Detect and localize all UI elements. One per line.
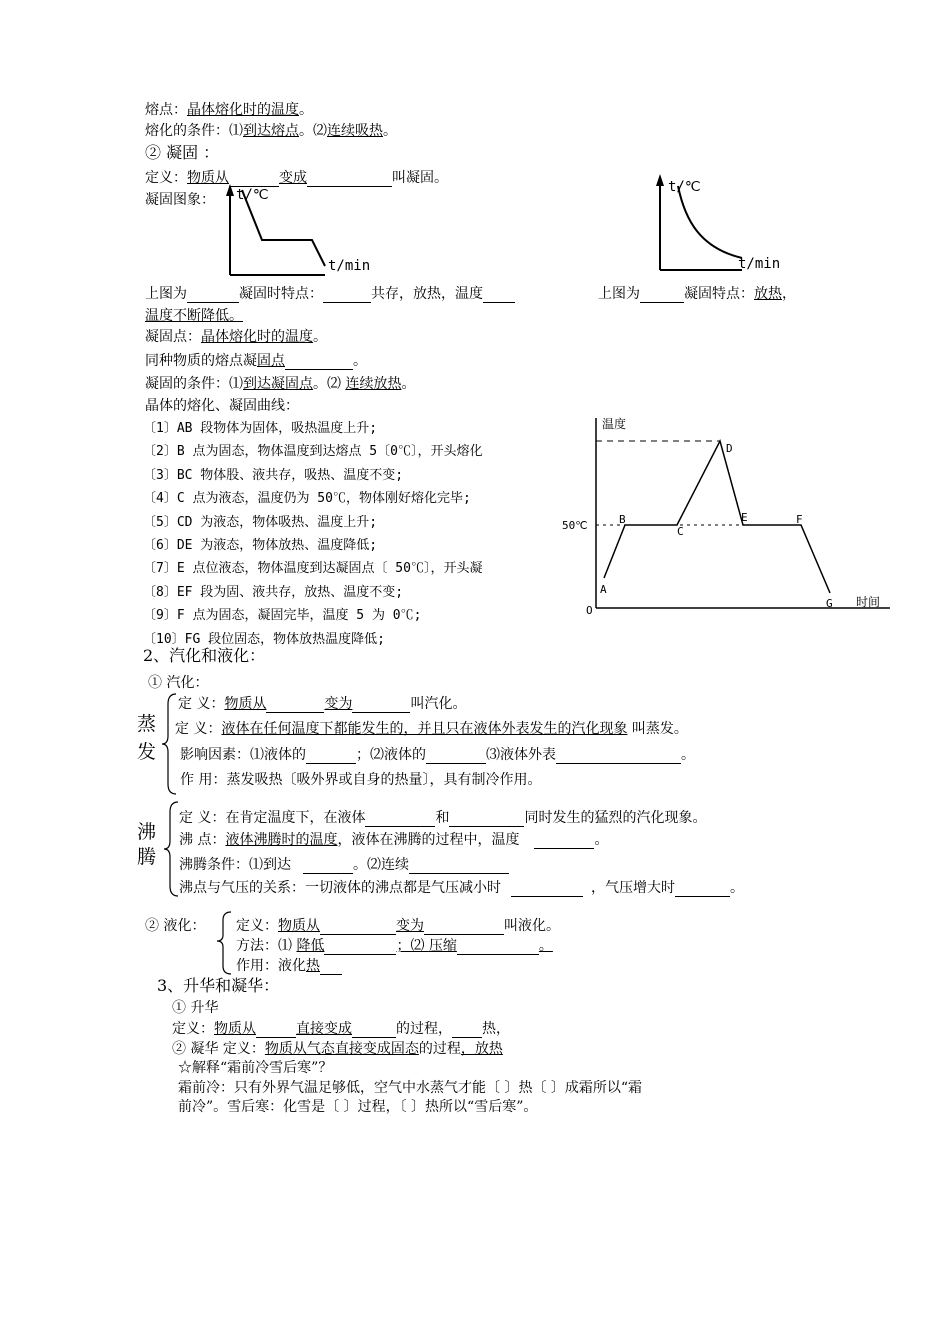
amorphous-solidify-graph <box>650 170 790 275</box>
text: 物质从 <box>278 918 320 934</box>
text: 定义： <box>236 918 278 934</box>
boil-side-label-2: 腾 <box>137 846 157 868</box>
melting-point-label: 熔点： <box>145 102 187 118</box>
blank[interactable] <box>285 355 353 370</box>
text: 凝固点： <box>145 329 201 345</box>
list-item: 〔1〕AB 段物体为固体，吸热温度上升; <box>143 421 378 436</box>
vapor-def-line <box>178 695 466 713</box>
blank[interactable] <box>409 859 509 874</box>
boil-side-label-1: 沸 <box>137 821 157 843</box>
text: 液体在任何温度下都能发生的，并且只在液体外表发生的汽化现象 <box>221 721 628 737</box>
boil-cond-line <box>179 856 509 874</box>
blank[interactable] <box>675 882 730 897</box>
blank[interactable] <box>306 749 356 764</box>
text: ；⑵ <box>396 938 429 954</box>
sublime-def-line <box>172 1020 510 1038</box>
boil-pressure-line <box>179 879 744 897</box>
def-b: 变成 <box>279 170 307 186</box>
text: 。⑵ <box>313 376 346 392</box>
blank[interactable] <box>256 1023 296 1038</box>
blank[interactable] <box>266 698 324 713</box>
point-label-f: F <box>796 513 803 526</box>
text: 晶体熔化时的温度 <box>201 329 313 345</box>
blank[interactable] <box>424 920 504 935</box>
liquefy-brace <box>215 910 235 976</box>
brace-path <box>164 802 178 896</box>
curve <box>678 186 742 258</box>
x-axis-label: 时间 <box>856 595 881 609</box>
text: 定 义： <box>178 696 225 712</box>
text: ；⑵液体的 <box>356 747 426 763</box>
point-label-b: B <box>619 513 626 526</box>
list-item: 〔4〕C 点为液态，温度仍为 50℃，物体刚好熔化完毕; <box>143 491 471 507</box>
text: 上图为 <box>598 286 640 302</box>
text: 凝固时特点： <box>239 286 323 302</box>
text: 定 义： <box>175 721 222 737</box>
text: 沸腾条件：⑴到达 <box>179 857 291 873</box>
text: 直接变成 <box>296 1021 352 1037</box>
liquefy-effect-line <box>236 957 342 975</box>
origin-label: O <box>586 604 593 617</box>
text: 。⑵连续 <box>353 857 409 873</box>
blank[interactable] <box>452 1023 482 1038</box>
def-a: 物质从 <box>187 170 229 186</box>
text: 上图为 <box>145 286 187 302</box>
evap-factor-line <box>180 746 695 764</box>
frost-line-2: 前冷”。雪后寒：化雪是〔 〕过程，〔 〕热所以“雪后寒”。 <box>178 1099 538 1115</box>
text: 方法：⑴ <box>236 938 297 954</box>
melt-solidify-curve <box>560 410 900 620</box>
evap-side-label-2: 发 <box>137 741 157 763</box>
melting-cond-label: 熔化的条件：⑴ <box>145 123 243 139</box>
list-item: 〔9〕F 点为固态，凝固完毕，温度 5 为 0℃; <box>143 608 422 624</box>
y-arrow <box>226 184 234 196</box>
text: 叫汽化。 <box>410 696 467 712</box>
explain-line: ☆解释“霜前冷雪后寒”？ <box>178 1060 333 1076</box>
liquefy-def-line <box>236 917 560 935</box>
same-substance-line <box>145 352 367 370</box>
text: 变为 <box>324 696 353 712</box>
y-arrow <box>656 174 664 186</box>
y-label: t/℃ <box>668 179 701 195</box>
punct: 。 <box>299 102 313 118</box>
x-label: t/min <box>328 258 371 274</box>
point-label-d: D <box>726 442 733 455</box>
list-item: 〔2〕B 点为固态，物体温度到达熔点 5〔0℃〕，开头熔化 <box>143 444 483 460</box>
blank[interactable] <box>303 859 353 874</box>
text: 的过程， <box>396 1021 452 1037</box>
text: 定义： <box>172 1021 214 1037</box>
melting-point-line <box>145 101 313 119</box>
text: ， <box>782 286 796 302</box>
blank[interactable] <box>187 288 239 303</box>
curve-heading: 晶体的熔化、凝固曲线： <box>145 398 299 414</box>
blank[interactable] <box>323 288 371 303</box>
solidify-heading: ② 凝固 ： <box>145 143 220 162</box>
solidify-cond-line <box>145 375 415 393</box>
text: 固点 <box>257 353 285 369</box>
text: ② 凝华 定义： <box>172 1041 265 1057</box>
text: 。 <box>730 880 744 896</box>
blank[interactable] <box>511 882 583 897</box>
list-item: 〔10〕FG 段位固态，物体放热温度降低; <box>143 631 385 647</box>
point-label-c: C <box>677 525 684 538</box>
evap-effect-line: 作 用：蒸发吸热〔吸外界或自身的热量〕，具有制冷作用。 <box>180 772 542 788</box>
text: 物质从 <box>224 696 267 712</box>
point-label-g: G <box>826 597 833 610</box>
crystal-feature-line <box>145 285 515 303</box>
blank[interactable] <box>640 288 684 303</box>
text: 沸点与气压的关系：一切液体的沸点都是气压减小时 <box>179 880 501 896</box>
punct: 。⑵ <box>299 123 327 139</box>
y-label: t/℃ <box>236 187 269 203</box>
vapor-sub: ① 汽化： <box>148 675 209 691</box>
text: 影响因素：⑴液体的 <box>180 747 306 763</box>
text: 沸 点： <box>179 832 226 848</box>
text: 物质从气态直接变成固态 <box>264 1041 419 1057</box>
solidify-point-line <box>145 328 327 346</box>
brace-path <box>217 912 231 974</box>
curve-items <box>143 417 568 651</box>
text: 。 <box>313 329 327 345</box>
evap-brace <box>160 692 180 796</box>
text: ，气压增大时 <box>591 880 675 896</box>
text: 热， <box>482 1021 510 1037</box>
x-label: t/min <box>738 256 781 272</box>
amorph-feature-line <box>598 285 796 303</box>
text: 液体沸腾时的温度 <box>225 832 338 848</box>
blank[interactable] <box>324 940 396 955</box>
evap-def-line <box>175 720 688 738</box>
melting-cond-b: 连续吸热 <box>327 123 383 139</box>
liquefy-label: ② 液化： <box>145 918 206 934</box>
blank[interactable] <box>483 288 515 303</box>
text: 变为 <box>396 918 424 934</box>
brace-path <box>162 694 176 794</box>
text: 降低 <box>296 938 325 954</box>
liquefy-method-line <box>236 937 553 955</box>
def-label: 定义： <box>145 170 187 186</box>
boil-def-line <box>179 809 706 827</box>
text: 同时发生的猛烈的汽化现象。 <box>524 810 707 826</box>
text: 。 <box>538 938 553 954</box>
blank[interactable] <box>449 812 524 827</box>
text: 定 义：在肯定温度下，在液体 <box>179 810 366 826</box>
text: ，放热 <box>460 1041 503 1057</box>
text: 作用：液化 <box>236 958 306 974</box>
text: ，液体在沸腾的过程中，温度 <box>337 832 520 848</box>
blank[interactable] <box>426 749 486 764</box>
text: 物质从 <box>214 1021 256 1037</box>
sublime-sub: ① 升华 <box>172 1000 219 1016</box>
tick-50: 50℃ <box>562 519 588 532</box>
list-item: 〔8〕EF 段为固、液共存，放热、温度不变; <box>143 584 404 600</box>
y-axis-label: 温度 <box>602 417 627 431</box>
melting-cond-a: 到达熔点 <box>243 123 299 139</box>
text: ⑶液体外表 <box>486 747 556 763</box>
text: 共存，放热，温度 <box>371 286 483 302</box>
text: 。 <box>353 353 367 369</box>
crystal-solidify-graph <box>220 180 380 280</box>
text: 叫蒸发。 <box>627 721 688 737</box>
text: 。 <box>401 376 416 392</box>
frost-line-1: 霜前冷：只有外界气温足够低，空气中水蒸气才能〔 〕热〔 〕成霜所以“霜 <box>178 1080 643 1096</box>
text: 和 <box>435 810 450 826</box>
text: 叫液化。 <box>504 918 560 934</box>
text: 同种物质的熔点凝 <box>145 353 257 369</box>
blank[interactable] <box>320 920 396 935</box>
list-item: 〔3〕BC 物体股、液共存，吸热、温度不变; <box>143 467 404 483</box>
blank[interactable] <box>556 749 681 764</box>
punct: 。 <box>383 123 397 139</box>
point-label-e: E <box>741 511 748 524</box>
def-end: 叫凝固。 <box>392 170 448 186</box>
text: 凝固特点： <box>684 286 754 302</box>
sublime-heading: 3、升华和凝华： <box>157 976 280 995</box>
melting-point-def: 晶体熔化时的温度 <box>187 102 299 118</box>
deposit-line <box>172 1040 503 1058</box>
melting-condition-line <box>145 122 397 140</box>
text: 。 <box>681 747 695 763</box>
list-item: 〔6〕DE 为液态，物体放热、温度降低; <box>143 538 378 554</box>
evap-side-label-1: 蒸 <box>137 713 157 735</box>
blank[interactable] <box>534 834 594 849</box>
solidify-graph-label: 凝固图象： <box>145 192 215 208</box>
blank[interactable] <box>365 812 435 827</box>
blank[interactable] <box>457 940 539 955</box>
text: 的过程 <box>418 1041 461 1057</box>
text: 。 <box>594 832 609 848</box>
list-item: 〔5〕CD 为液态，物体吸热、温度上升; <box>143 514 378 530</box>
text: 热 <box>306 958 320 974</box>
text: 到达凝固点 <box>243 376 313 392</box>
vapor-heading: 2、汽化和液化： <box>143 646 266 665</box>
crystal-feature-wrap: 温度不断降低。 <box>145 308 243 324</box>
blank[interactable] <box>320 960 342 975</box>
blank[interactable] <box>352 698 410 713</box>
list-item: 〔7〕E 点位液态，物体温度到达凝固点〔 50℃〕，开头凝 <box>143 561 483 577</box>
point-label-a: A <box>600 583 607 596</box>
text: 放热 <box>754 286 782 302</box>
text: 压缩 <box>428 938 457 954</box>
text: 凝固的条件：⑴ <box>145 376 243 392</box>
boil-point-line <box>179 831 608 849</box>
text: 连续放热 <box>345 376 402 392</box>
blank[interactable] <box>352 1023 396 1038</box>
